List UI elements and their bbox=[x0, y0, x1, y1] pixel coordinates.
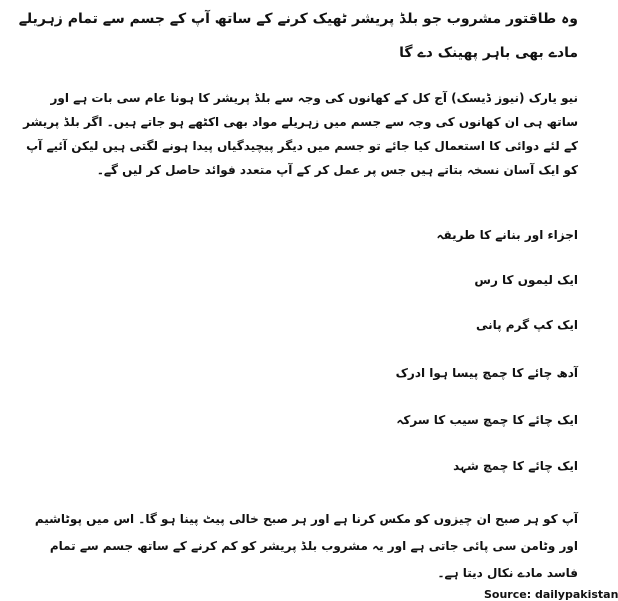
ingredient-item: ایک لیموں کا رس bbox=[474, 273, 578, 287]
ingredient-item: ایک کپ گرم پانی bbox=[475, 318, 578, 332]
article-closing: آپ کو ہر صبح ان چیزوں کو مکس کرنا ہے اور ہر صبح خالی پیٹ پینا ہو گا۔ اس میں پوٹاشیم اور وٹامن سی پائی جاتی ہے اور یہ مشروب بلڈ پریشر کو کم کرنے کے ساتھ جسم سے تمام فاسد مادے نکال دیتا ہے۔ bbox=[34, 512, 578, 580]
source-credit: Source: dailypakistan bbox=[484, 588, 618, 601]
ingredient-item: ایک چائے کا چمچ سیب کا سرکہ bbox=[396, 413, 578, 427]
ingredient-item: آدھ چائے کا چمچ پیسا ہوا ادرک bbox=[395, 366, 578, 380]
article-intro: نیو یارک (نیوز ڈیسک) آج کل کے کھانوں کی وجہ سے بلڈ پریشر کا ہونا عام سی بات ہے اور ساتھ ہی ان کھانوں کی وجہ سے جسم میں زہریلے مواد بھی اکٹھے ہو جاتے ہیں۔ اگر بلڈ پریشر کے لئے دوائی کا استعمال کیا جائے تو جسم میں دیگر پیچیدگیاں پیدا ہونے لگتی ہیں لیکن آئیے آپ کو ایک آسان نسخہ بتاتے ہیں جس پر عمل کر کے آپ متعدد فوائد حاصل کر لیں گے۔ bbox=[23, 91, 578, 177]
ingredients-heading: اجزاء اور بنانے کا طریقہ bbox=[436, 228, 578, 242]
ingredient-item: ایک چائے کا چمچ شہد bbox=[453, 459, 578, 473]
article-headline: وہ طاقتور مشروب جو بلڈ پریشر ٹھیک کرنے کے ساتھ آپ کے جسم سے تمام زہریلے مادے بھی باہر پھینک دے گا bbox=[18, 11, 578, 61]
